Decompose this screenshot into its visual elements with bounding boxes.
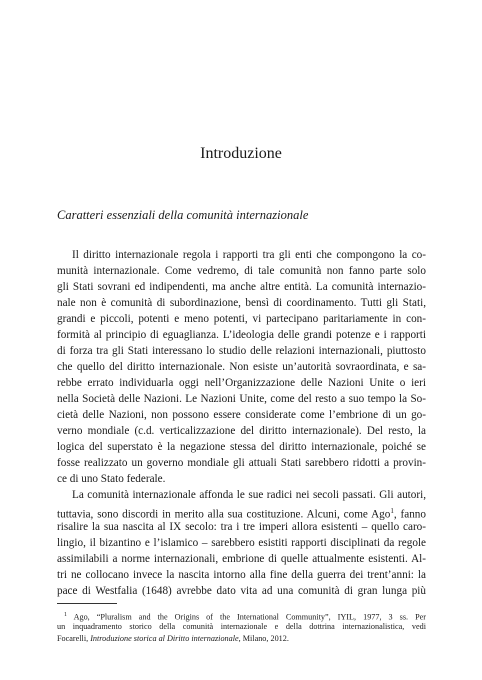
section-heading: Caratteri essenziali della comunità internazionale bbox=[57, 208, 309, 222]
text-line: rebbe errato individuarla oggi nell’Organizzazione delle Nazioni Unite o ieri bbox=[57, 377, 426, 389]
text-line: che quello del diritto internazionale. Non esiste un’autorità sovraordinata, e sa- bbox=[57, 361, 426, 373]
text-line: cietà delle Nazioni, non possono essere considerate come l’embrione di un go- bbox=[57, 409, 426, 421]
text-line: di forza tra gli Stati interessano lo studio delle relazioni internazionali, piuttosto bbox=[57, 345, 426, 357]
text-line: nale non è comunità di subordinazione, bensì di coordinamento. Tutti gli Stati, bbox=[57, 297, 426, 309]
text-run: tuttavia, sono discordi in merito alla sua costituzione. Alcuni, come Ago bbox=[57, 508, 391, 521]
footnote-line bbox=[64, 609, 426, 621]
text-line bbox=[57, 503, 426, 519]
text-line: verno mondiale (c.d. verticalizzazione del diritto internazionale). Del resto, la bbox=[57, 425, 426, 437]
text-line: La comunità internazionale affonda le sue radici nei secoli passati. Gli autori, bbox=[72, 489, 426, 501]
text-line: fosse realizzato un governo mondiale gli attuali Stati sarebbero ridotti a provin- bbox=[57, 457, 426, 469]
text-line: tri ne collocano invece la nascita intorno alla fine della guerra dei trent’anni: la bbox=[57, 569, 426, 581]
text-line: Il diritto internazionale regola i rapporti tra gli enti che compongono la co- bbox=[72, 249, 426, 261]
text-line: gli Stati sovrani ed indipendenti, ma anche altre entità. La comunità internazio- bbox=[57, 281, 426, 293]
chapter-title: Introduzione bbox=[200, 145, 282, 162]
book-title: Introduzione storica al Diritto internazionale bbox=[90, 634, 239, 643]
text-line: formità al principio di eguaglianza. L’ideologia delle grandi potenze e i rapporti bbox=[57, 329, 426, 341]
text-line: nella Società delle Nazioni. Le Nazioni Unite, come del resto a suo tempo la So- bbox=[57, 393, 426, 405]
footnote-reference[interactable]: 1 bbox=[390, 507, 394, 515]
publication-info: , Milano, 2012. bbox=[238, 634, 289, 643]
text-line: risalire la sua nascita al IX secolo: tra i tre imperi allora esistenti – quello caro- bbox=[57, 521, 426, 533]
text-line: assimilabili a norme internazionali, embrione di quelle attualmente esistenti. Al- bbox=[57, 553, 426, 565]
footnote-marker: 1 bbox=[64, 612, 67, 618]
text-line: lingio, il bizantino e l’islamico – sarebbero esistiti rapporti disciplinati da regole bbox=[57, 537, 426, 549]
footnote-text: Ago, “Pluralism and the Origins of the International Community”, IYIL, 1977, 3 ss. Per bbox=[73, 612, 426, 622]
text-line: grandi e piccoli, potenti e meno potenti, vi partecipano paritariamente in con- bbox=[57, 313, 426, 325]
footnote-divider bbox=[57, 603, 117, 604]
footnote-line: un inquadramento storico della comunità internazionale e della dottrina internazionalistica, vedi bbox=[57, 622, 426, 631]
text-line: pace di Westfalia (1648) avrebbe dato vita ad una comunità di gran lunga più bbox=[57, 585, 426, 597]
author-name: Focarelli, bbox=[57, 634, 89, 643]
text-line: ce di uno Stato federale. bbox=[57, 473, 166, 485]
text-line: munità internazionale. Come vedremo, di tale comunità non fanno parte solo bbox=[57, 265, 426, 277]
footnote-line bbox=[57, 633, 426, 645]
text-run: , fanno bbox=[393, 508, 426, 521]
text-line: logica del superstato è la negazione stessa del diritto internazionale, poiché se bbox=[57, 441, 426, 453]
